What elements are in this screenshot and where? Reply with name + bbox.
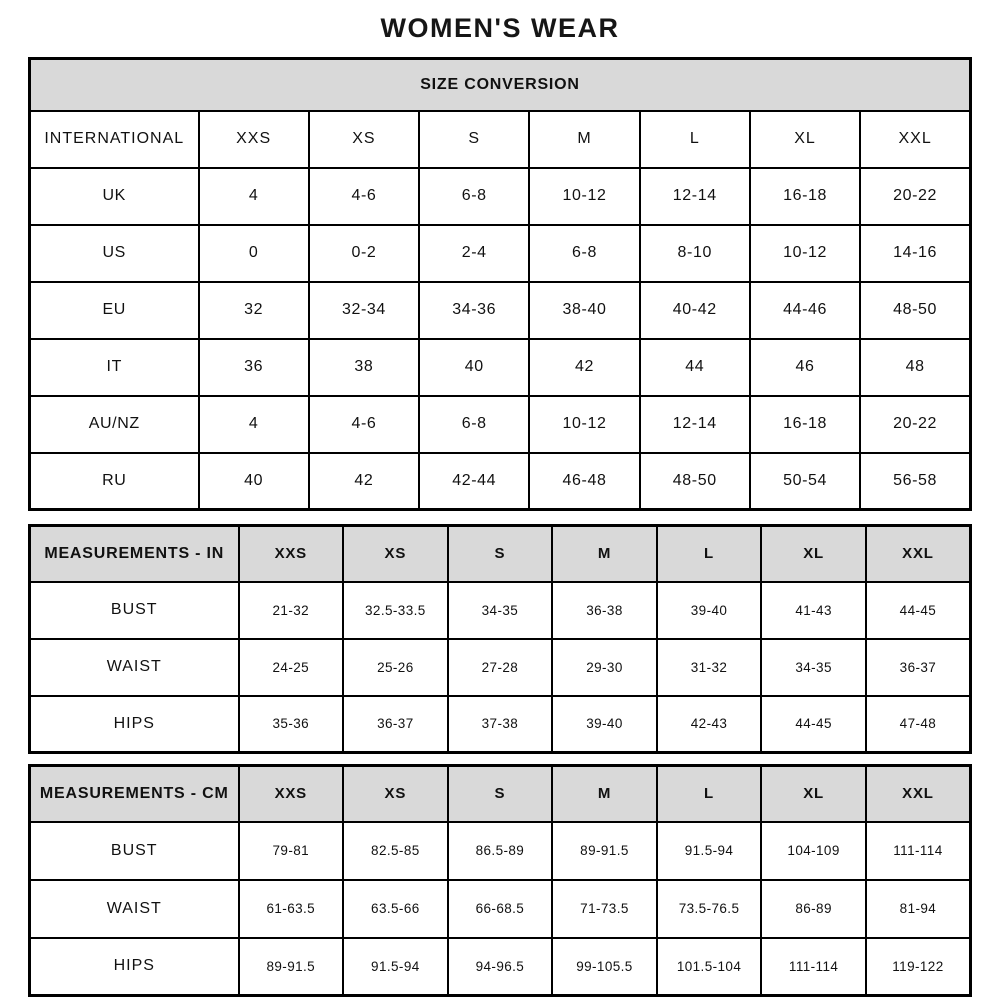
table-row xyxy=(30,938,971,996)
size-value-cell: 119-122 xyxy=(866,938,971,996)
table-row xyxy=(30,168,971,225)
column-header-cell: XS xyxy=(343,766,448,822)
column-header-cell: M xyxy=(552,766,657,822)
column-header-cell: M xyxy=(529,111,639,168)
column-header-cell: XXL xyxy=(860,111,970,168)
size-value-cell: 40 xyxy=(419,339,529,396)
size-value-cell: 12-14 xyxy=(640,168,750,225)
size-value-cell: 46 xyxy=(750,339,860,396)
size-value-cell: 44 xyxy=(640,339,750,396)
table-row xyxy=(30,339,971,396)
size-value-cell: 36-37 xyxy=(866,639,971,696)
size-value-cell: 91.5-94 xyxy=(343,938,448,996)
size-value-cell: 16-18 xyxy=(750,168,860,225)
size-value-cell: 42 xyxy=(529,339,639,396)
column-header-cell: XXL xyxy=(866,526,971,582)
size-value-cell: 38 xyxy=(309,339,419,396)
size-value-cell: 73.5-76.5 xyxy=(657,880,762,938)
size-value-cell: 27-28 xyxy=(448,639,553,696)
table-row xyxy=(30,880,971,938)
size-value-cell: 86.5-89 xyxy=(448,822,553,880)
column-header-cell: XXL xyxy=(866,766,971,822)
size-value-cell: 4 xyxy=(199,168,309,225)
row-label-cell: RU xyxy=(30,453,199,510)
row-label-header-cell: MEASUREMENTS - CM xyxy=(30,766,239,822)
page-title: WOMEN'S WEAR xyxy=(380,13,620,43)
size-value-cell: 4-6 xyxy=(309,168,419,225)
size-value-cell: 46-48 xyxy=(529,453,639,510)
size-value-cell: 63.5-66 xyxy=(343,880,448,938)
size-value-cell: 37-38 xyxy=(448,696,553,753)
size-value-cell: 10-12 xyxy=(529,396,639,453)
table-gap xyxy=(0,754,1000,764)
table-row xyxy=(30,639,971,696)
size-value-cell: 40-42 xyxy=(640,282,750,339)
column-header-cell: XXS xyxy=(239,766,344,822)
column-header-cell: XL xyxy=(761,526,866,582)
size-value-cell: 4 xyxy=(199,396,309,453)
size-value-cell: 39-40 xyxy=(552,696,657,753)
size-value-cell: 47-48 xyxy=(866,696,971,753)
column-header-cell: S xyxy=(419,111,529,168)
column-header-row xyxy=(30,766,971,822)
size-value-cell: 94-96.5 xyxy=(448,938,553,996)
size-conversion-table xyxy=(28,57,972,511)
table-row xyxy=(30,696,971,753)
size-value-cell: 36 xyxy=(199,339,309,396)
size-value-cell: 48-50 xyxy=(860,282,970,339)
size-value-cell: 71-73.5 xyxy=(552,880,657,938)
size-value-cell: 48-50 xyxy=(640,453,750,510)
column-header-cell: XL xyxy=(761,766,866,822)
size-value-cell: 61-63.5 xyxy=(239,880,344,938)
row-label-cell: HIPS xyxy=(30,696,239,753)
table-title-row xyxy=(30,59,971,111)
row-label-cell: IT xyxy=(30,339,199,396)
size-value-cell: 34-36 xyxy=(419,282,529,339)
table-row xyxy=(30,453,971,510)
table-gap xyxy=(0,511,1000,524)
size-value-cell: 111-114 xyxy=(761,938,866,996)
size-value-cell: 24-25 xyxy=(239,639,344,696)
size-value-cell: 2-4 xyxy=(419,225,529,282)
row-label-cell: AU/NZ xyxy=(30,396,199,453)
column-header-cell: XXS xyxy=(199,111,309,168)
size-value-cell: 10-12 xyxy=(750,225,860,282)
size-value-cell: 12-14 xyxy=(640,396,750,453)
row-label-cell: US xyxy=(30,225,199,282)
size-value-cell: 20-22 xyxy=(860,396,970,453)
size-value-cell: 6-8 xyxy=(419,168,529,225)
size-value-cell: 89-91.5 xyxy=(552,822,657,880)
size-value-cell: 81-94 xyxy=(866,880,971,938)
size-value-cell: 86-89 xyxy=(761,880,866,938)
size-value-cell: 41-43 xyxy=(761,582,866,639)
size-value-cell: 79-81 xyxy=(239,822,344,880)
size-value-cell: 42-44 xyxy=(419,453,529,510)
size-value-cell: 42-43 xyxy=(657,696,762,753)
size-value-cell: 89-91.5 xyxy=(239,938,344,996)
size-value-cell: 99-105.5 xyxy=(552,938,657,996)
size-value-cell: 101.5-104 xyxy=(657,938,762,996)
size-value-cell: 39-40 xyxy=(657,582,762,639)
size-value-cell: 48 xyxy=(860,339,970,396)
size-value-cell: 50-54 xyxy=(750,453,860,510)
size-value-cell: 44-45 xyxy=(761,696,866,753)
size-value-cell: 32-34 xyxy=(309,282,419,339)
size-value-cell: 56-58 xyxy=(860,453,970,510)
size-value-cell: 82.5-85 xyxy=(343,822,448,880)
size-value-cell: 31-32 xyxy=(657,639,762,696)
size-value-cell: 34-35 xyxy=(448,582,553,639)
measurements-in-table xyxy=(28,524,972,754)
column-header-cell: XS xyxy=(309,111,419,168)
column-header-row xyxy=(30,111,971,168)
table-title-cell: SIZE CONVERSION xyxy=(30,59,971,111)
size-value-cell: 6-8 xyxy=(529,225,639,282)
row-label-cell: BUST xyxy=(30,822,239,880)
row-label-cell: EU xyxy=(30,282,199,339)
size-value-cell: 36-38 xyxy=(552,582,657,639)
size-value-cell: 20-22 xyxy=(860,168,970,225)
row-label-cell: HIPS xyxy=(30,938,239,996)
size-value-cell: 111-114 xyxy=(866,822,971,880)
row-label-cell: BUST xyxy=(30,582,239,639)
size-value-cell: 16-18 xyxy=(750,396,860,453)
measurements-cm-table xyxy=(28,764,972,997)
column-header-cell: L xyxy=(657,526,762,582)
table-row xyxy=(30,225,971,282)
column-header-cell: S xyxy=(448,766,553,822)
column-header-cell: L xyxy=(657,766,762,822)
column-header-cell: M xyxy=(552,526,657,582)
column-header-cell: XXS xyxy=(239,526,344,582)
size-value-cell: 25-26 xyxy=(343,639,448,696)
table-row xyxy=(30,582,971,639)
size-value-cell: 38-40 xyxy=(529,282,639,339)
row-label-header-cell: INTERNATIONAL xyxy=(30,111,199,168)
size-value-cell: 36-37 xyxy=(343,696,448,753)
size-value-cell: 10-12 xyxy=(529,168,639,225)
table-row xyxy=(30,396,971,453)
size-value-cell: 29-30 xyxy=(552,639,657,696)
size-value-cell: 21-32 xyxy=(239,582,344,639)
column-header-cell: S xyxy=(448,526,553,582)
row-label-header-cell: MEASUREMENTS - IN xyxy=(30,526,239,582)
size-value-cell: 44-45 xyxy=(866,582,971,639)
size-value-cell: 0-2 xyxy=(309,225,419,282)
size-value-cell: 42 xyxy=(309,453,419,510)
size-value-cell: 8-10 xyxy=(640,225,750,282)
row-label-cell: UK xyxy=(30,168,199,225)
size-value-cell: 66-68.5 xyxy=(448,880,553,938)
column-header-cell: XS xyxy=(343,526,448,582)
size-value-cell: 34-35 xyxy=(761,639,866,696)
size-value-cell: 4-6 xyxy=(309,396,419,453)
size-value-cell: 14-16 xyxy=(860,225,970,282)
size-value-cell: 44-46 xyxy=(750,282,860,339)
table-row xyxy=(30,282,971,339)
size-value-cell: 40 xyxy=(199,453,309,510)
row-label-cell: WAIST xyxy=(30,880,239,938)
size-value-cell: 104-109 xyxy=(761,822,866,880)
size-value-cell: 6-8 xyxy=(419,396,529,453)
size-value-cell: 32 xyxy=(199,282,309,339)
row-label-cell: WAIST xyxy=(30,639,239,696)
size-value-cell: 0 xyxy=(199,225,309,282)
size-value-cell: 91.5-94 xyxy=(657,822,762,880)
table-row xyxy=(30,822,971,880)
column-header-row xyxy=(30,526,971,582)
size-value-cell: 32.5-33.5 xyxy=(343,582,448,639)
column-header-cell: L xyxy=(640,111,750,168)
column-header-cell: XL xyxy=(750,111,860,168)
size-value-cell: 35-36 xyxy=(239,696,344,753)
